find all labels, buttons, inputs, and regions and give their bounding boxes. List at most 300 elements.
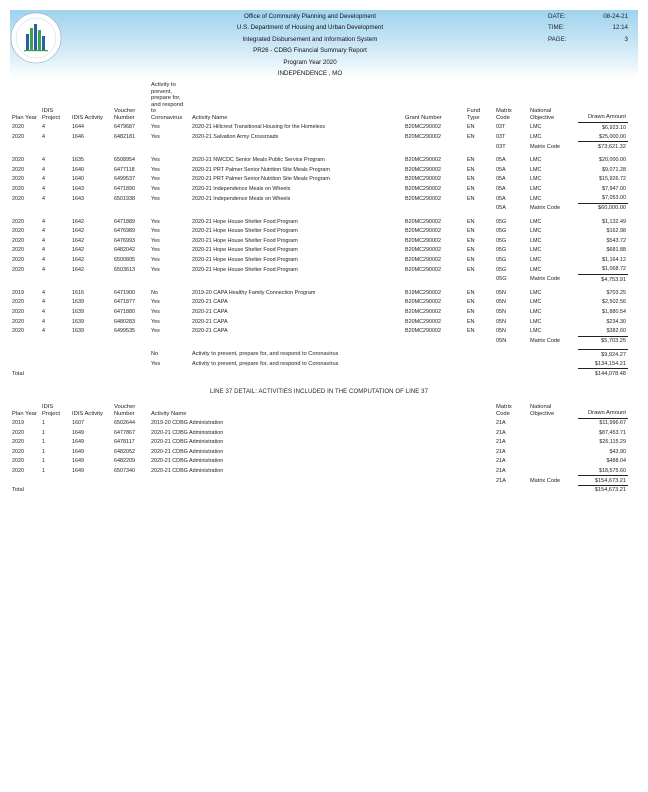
empty-cell — [10, 336, 40, 346]
national-objective: LMC — [530, 299, 542, 306]
empty-cell — [112, 369, 149, 379]
matrix-code: 05N — [496, 289, 506, 296]
empty-cell — [403, 142, 465, 152]
drawn-amount: $382.60 — [606, 327, 626, 334]
table-row — [10, 155, 628, 165]
plan-year: 2020 — [12, 166, 24, 173]
drawn-amount: $20,000.00 — [599, 157, 626, 164]
empty-cell — [149, 274, 190, 284]
national-objective: LMC — [530, 124, 542, 131]
matrix-code: 05G — [496, 257, 507, 264]
plan-year: 2020 — [12, 328, 24, 335]
empty-cell — [40, 485, 70, 495]
plan-year: 2020 — [12, 195, 24, 202]
drawn-amount: $87,453.71 — [599, 429, 626, 436]
idis-project: 4 — [42, 328, 45, 335]
col-drawn-amount: Drawn Amount — [578, 404, 628, 418]
program-year-line: Program Year 2020 — [283, 58, 337, 66]
subtotal-amount: $154,673.21 — [578, 476, 628, 486]
col-grant-number: Grant Number — [405, 114, 442, 121]
matrix-code: 03T — [496, 133, 506, 140]
coronavirus-flag: No — [151, 351, 159, 358]
empty-cell — [465, 142, 494, 152]
fund-type: EN — [467, 257, 475, 264]
idis-project: 4 — [42, 289, 45, 296]
coronavirus-flag: Yes — [151, 266, 160, 273]
col-idis-project: IDIS Project — [42, 108, 61, 121]
national-objective — [528, 437, 578, 447]
national-objective: LMC — [530, 289, 542, 296]
matrix-code: 05A — [496, 166, 506, 173]
table-row — [10, 298, 628, 308]
plan-year: 2020 — [12, 439, 24, 446]
drawn-amount: $2,502.56 — [602, 299, 626, 306]
empty-cell — [403, 203, 465, 213]
col-idis-activity: IDIS Activity — [72, 410, 103, 417]
col-matrix-code: Matrix Code — [496, 404, 512, 417]
table-row — [10, 184, 628, 194]
activity-name: 2020-21 PRT Palmer Senior Nutrition Site Meals Program — [192, 176, 330, 183]
drawn-amount: $234.30 — [606, 318, 626, 325]
matrix-code: 05A — [496, 195, 506, 202]
national-objective: LMC — [530, 247, 542, 254]
empty-cell — [465, 274, 494, 284]
fund-type: EN — [467, 309, 475, 316]
empty-cell — [10, 476, 40, 486]
idis-project: 1 — [42, 467, 45, 474]
plan-year: 2020 — [12, 185, 24, 192]
voucher-number: 6477867 — [114, 429, 135, 436]
grant-number: B20MC290002 — [405, 218, 441, 225]
fund-type: EN — [467, 328, 475, 335]
table-row — [10, 265, 628, 275]
coronavirus-summary-amount: $134,154.21 — [594, 360, 626, 367]
matrix-code: 05A — [496, 176, 506, 183]
fund-type: EN — [467, 218, 475, 225]
table-row — [10, 255, 628, 265]
empty-cell — [10, 359, 40, 369]
drawn-amount: $543.72 — [606, 237, 626, 244]
drawn-amount: $26,115.29 — [599, 439, 626, 446]
voucher-number: 6471890 — [114, 185, 135, 192]
national-objective: LMC — [530, 166, 542, 173]
subtotal-matrix-code: 05G — [496, 276, 507, 283]
idis-activity: 1649 — [72, 458, 84, 465]
subtotal-label: Matrix Code — [530, 477, 561, 484]
empty-cell — [112, 142, 149, 152]
voucher-number: 6499537 — [114, 176, 135, 183]
idis-project: 4 — [42, 309, 45, 316]
system-line: Integrated Disbursement and Information System — [242, 35, 378, 43]
table-row — [10, 217, 628, 227]
coronavirus-summary-label: Activity to prevent, prepare for, and respond to Coronavirus — [192, 361, 339, 368]
drawn-amount: $1,068.72 — [602, 266, 626, 273]
col-national-objective: National Objective — [530, 404, 555, 417]
drawn-amount: $7,947.00 — [602, 185, 626, 192]
empty-cell — [40, 203, 70, 213]
voucher-number: 6500805 — [114, 257, 135, 264]
matrix-code: 05N — [496, 328, 506, 335]
voucher-number: 6480283 — [114, 318, 135, 325]
idis-activity: 1649 — [72, 467, 84, 474]
empty-cell — [494, 485, 528, 495]
drawn-amount: $11,996.67 — [599, 420, 626, 427]
coronavirus-summary-amount: $9,924.27 — [578, 350, 628, 360]
line-37-detail-table — [10, 404, 628, 495]
table-row — [10, 466, 628, 476]
total-label: Total — [12, 487, 24, 494]
grant-number: B20MC290002 — [405, 266, 441, 273]
voucher-number: 6499535 — [114, 328, 135, 335]
report-meta — [548, 11, 628, 45]
empty-cell — [403, 274, 465, 284]
subtotal-label: Matrix Code — [530, 143, 561, 150]
coronavirus-flag: Yes — [151, 257, 160, 264]
coronavirus-flag: Yes — [151, 185, 160, 192]
subtotal-matrix-code: 21A — [496, 477, 506, 484]
fund-type: EN — [467, 247, 475, 254]
idis-project: 4 — [42, 185, 45, 192]
drawn-amount: $681.88 — [606, 247, 626, 254]
national-objective: LMC — [530, 228, 542, 235]
voucher-number: 6508954 — [114, 157, 135, 164]
coronavirus-flag: Yes — [151, 166, 160, 173]
coronavirus-flag: Yes — [151, 218, 160, 225]
national-objective — [528, 418, 578, 428]
empty-cell — [40, 336, 70, 346]
voucher-number: 6476989 — [114, 228, 135, 235]
fund-type: EN — [467, 124, 475, 131]
empty-cell — [112, 350, 149, 360]
col-idis-project: IDIS Project — [42, 404, 61, 417]
col-activity-name: Activity Name — [192, 114, 228, 121]
fund-type: EN — [467, 237, 475, 244]
activity-name: 2020-21 CDBG Administration — [151, 448, 224, 455]
table-row — [10, 418, 628, 428]
empty-cell — [40, 369, 70, 379]
idis-activity: 1639 — [72, 318, 84, 325]
idis-activity: 1639 — [72, 328, 84, 335]
subtotal-amount: $73,621.32 — [578, 142, 628, 152]
empty-cell — [40, 350, 70, 360]
table-row — [10, 246, 628, 256]
total-label: Total — [12, 370, 24, 377]
empty-cell — [149, 142, 190, 152]
idis-project: 4 — [42, 237, 45, 244]
voucher-number: 6471900 — [114, 289, 135, 296]
idis-project: 1 — [42, 419, 45, 426]
line-37-section-title: LINE 37 DETAIL: ACTIVITIES INCLUDED IN THE COMPUTATION OF LINE 37 — [209, 389, 429, 395]
coronavirus-flag: Yes — [151, 318, 160, 325]
national-objective — [528, 428, 578, 438]
empty-cell — [10, 203, 40, 213]
line-27-detail-table — [10, 82, 628, 378]
national-objective — [528, 457, 578, 467]
drawn-amount: $7,053.00 — [602, 195, 626, 202]
grant-number: B20MC290002 — [405, 195, 441, 202]
empty-cell — [70, 476, 112, 486]
matrix-code: 05N — [496, 309, 506, 316]
col-activity-name: Activity Name — [151, 410, 187, 417]
subtotal-amount: $5,703.25 — [578, 336, 628, 346]
coronavirus-flag: Yes — [151, 228, 160, 235]
coronavirus-flag: Yes — [151, 133, 160, 140]
plan-year: 2020 — [12, 299, 24, 306]
idis-activity: 1640 — [72, 176, 84, 183]
national-objective: LMC — [530, 195, 542, 202]
matrix-code-subtotal-row — [10, 274, 628, 284]
empty-cell — [465, 336, 494, 346]
fund-type: EN — [467, 318, 475, 325]
time-label: TIME: — [548, 24, 565, 32]
activity-name: 2020-21 Hope House Shelter Food Program — [192, 257, 298, 264]
table-row — [10, 236, 628, 246]
col-plan-year: Plan Year — [12, 410, 37, 417]
coronavirus-flag: Yes — [151, 237, 160, 244]
voucher-number: 6482181 — [114, 133, 135, 140]
fund-type: EN — [467, 228, 475, 235]
activity-name: 2020-21 Independence Meals on Wheels — [192, 195, 291, 202]
drawn-amount: $18,575.60 — [599, 467, 626, 474]
empty-cell — [190, 142, 403, 152]
empty-cell — [403, 336, 465, 346]
matrix-code: 05N — [496, 318, 506, 325]
activity-name: 2020-21 Salvation Army Crossroads — [192, 133, 279, 140]
idis-project: 4 — [42, 247, 45, 254]
voucher-number: 6471889 — [114, 218, 135, 225]
idis-activity: 1644 — [72, 124, 84, 131]
voucher-number: 6501938 — [114, 195, 135, 202]
drawn-amount: $1,880.54 — [602, 309, 626, 316]
col-coronavirus: Activity to prevent, prepare for, and respond to Coronavirus — [151, 82, 184, 121]
grant-number: B20MC290002 — [405, 133, 441, 140]
empty-cell — [190, 336, 403, 346]
plan-year: 2020 — [12, 429, 24, 436]
plan-year: 2020 — [12, 257, 24, 264]
activity-name: 2020-21 CAPA — [192, 318, 228, 325]
activity-name: 2020-21 CDBG Administration — [151, 458, 224, 465]
matrix-code-subtotal-row — [10, 203, 628, 213]
empty-cell — [528, 485, 578, 495]
idis-activity: 1639 — [72, 299, 84, 306]
idis-activity: 1646 — [72, 133, 84, 140]
matrix-code: 21A — [496, 439, 506, 446]
drawn-amount: $1,164.12 — [602, 257, 626, 264]
col-plan-year: Plan Year — [12, 114, 37, 121]
national-objective: LMC — [530, 157, 542, 164]
table-row — [10, 227, 628, 237]
grant-number: B20MC290002 — [405, 237, 441, 244]
drawn-amount: $15,926.72 — [599, 176, 626, 183]
plan-year: 2020 — [12, 228, 24, 235]
idis-activity: 1649 — [72, 429, 84, 436]
coronavirus-summary-label: Activity to prevent, prepare for, and respond to Coronavirus — [192, 351, 339, 358]
grant-number: B20MC290002 — [405, 247, 441, 254]
idis-project: 1 — [42, 448, 45, 455]
grantee-line: INDEPENDENCE , MO — [277, 70, 343, 78]
coronavirus-flag: Yes — [151, 309, 160, 316]
plan-year: 2020 — [12, 266, 24, 273]
subtotal-amount: $60,000.00 — [578, 203, 628, 213]
activity-name: 2020-21 CAPA — [192, 328, 228, 335]
activity-name: 2020-21 Hope House Shelter Food Program — [192, 218, 298, 225]
coronavirus-flag: Yes — [151, 247, 160, 254]
activity-name: 2020-21 CDBG Administration — [151, 429, 224, 436]
empty-cell — [40, 142, 70, 152]
idis-activity: 1642 — [72, 247, 84, 254]
voucher-number: 6471877 — [114, 299, 135, 306]
col-voucher-number: Voucher Number — [114, 404, 136, 417]
coronavirus-flag: Yes — [151, 176, 160, 183]
empty-cell — [40, 476, 70, 486]
empty-cell — [70, 274, 112, 284]
empty-cell — [10, 274, 40, 284]
national-objective: LMC — [530, 328, 542, 335]
plan-year: 2020 — [12, 157, 24, 164]
plan-year: 2020 — [12, 133, 24, 140]
idis-activity: 1642 — [72, 237, 84, 244]
table-row — [10, 447, 628, 457]
grant-number: B20MC290002 — [405, 157, 441, 164]
table-row — [10, 132, 628, 142]
national-objective: LMC — [530, 218, 542, 225]
activity-name: 2020-21 PRT Palmer Senior Nutrition Site Meals Program — [192, 166, 330, 173]
empty-cell — [403, 369, 465, 379]
agency-office-line: Office of Community Planning and Development — [244, 13, 376, 20]
grant-number: B20MC290002 — [405, 309, 441, 316]
empty-cell — [149, 336, 190, 346]
plan-year: 2020 — [12, 124, 24, 131]
table-row — [10, 457, 628, 467]
coronavirus-flag: Yes — [151, 157, 160, 164]
grant-number: B20MC290002 — [405, 185, 441, 192]
table-row — [10, 175, 628, 185]
col-voucher-number: Voucher Number — [114, 108, 136, 121]
grant-number: B20MC290002 — [405, 166, 441, 173]
plan-year: 2019 — [12, 289, 24, 296]
table-row — [10, 326, 628, 336]
table-row — [10, 194, 628, 204]
empty-cell — [40, 274, 70, 284]
matrix-code: 21A — [496, 458, 506, 465]
plan-year: 2019 — [12, 419, 24, 426]
matrix-code: 05G — [496, 266, 507, 273]
idis-project: 4 — [42, 218, 45, 225]
activity-name: 2020-21 CDBG Administration — [151, 467, 224, 474]
empty-cell — [10, 350, 40, 360]
empty-cell — [465, 369, 494, 379]
voucher-number: 6507340 — [114, 467, 135, 474]
idis-activity: 1642 — [72, 218, 84, 225]
empty-cell — [70, 203, 112, 213]
plan-year: 2020 — [12, 237, 24, 244]
national-objective: LMC — [530, 318, 542, 325]
idis-activity: 1607 — [72, 419, 84, 426]
voucher-number: 6502644 — [114, 419, 135, 426]
idis-project: 4 — [42, 157, 45, 164]
empty-cell — [70, 485, 112, 495]
idis-project: 4 — [42, 124, 45, 131]
voucher-number: 6478117 — [114, 439, 135, 446]
voucher-number: 6471880 — [114, 309, 135, 316]
voucher-number: 6477118 — [114, 166, 135, 173]
idis-project: 4 — [42, 133, 45, 140]
empty-cell — [112, 336, 149, 346]
empty-cell — [190, 369, 403, 379]
national-objective — [528, 447, 578, 457]
matrix-code: 05N — [496, 299, 506, 306]
activity-name: 2020-21 Hope House Shelter Food Program — [192, 266, 298, 273]
plan-year: 2020 — [12, 247, 24, 254]
national-objective — [528, 466, 578, 476]
empty-cell — [528, 369, 578, 379]
table-row — [10, 288, 628, 298]
coronavirus-flag: Yes — [151, 328, 160, 335]
idis-activity: 1649 — [72, 448, 84, 455]
drawn-amount: $1,132.49 — [602, 218, 626, 225]
empty-cell — [112, 203, 149, 213]
idis-project: 4 — [42, 166, 45, 173]
national-objective: LMC — [530, 133, 542, 140]
table-row — [10, 437, 628, 447]
plan-year: 2020 — [12, 176, 24, 183]
grant-number: B20MC290002 — [405, 328, 441, 335]
empty-cell — [149, 485, 494, 495]
matrix-code: 05G — [496, 218, 507, 225]
col-national-objective: National Objective — [530, 108, 555, 121]
activity-name: 2020-21 Hope House Shelter Food Program — [192, 237, 298, 244]
table-row — [10, 307, 628, 317]
idis-project: 1 — [42, 439, 45, 446]
col-idis-activity: IDIS Activity — [72, 114, 103, 121]
idis-project: 4 — [42, 176, 45, 183]
national-objective: LMC — [530, 237, 542, 244]
time-value: 12:14 — [612, 24, 628, 32]
activity-name: 2020-21 Independence Meals on Wheels — [192, 185, 291, 192]
total-row — [10, 485, 628, 495]
matrix-code-subtotal-row — [10, 142, 628, 152]
report-title-block — [170, 11, 450, 79]
idis-activity: 1643 — [72, 195, 84, 202]
fund-type: EN — [467, 185, 475, 192]
idis-project: 4 — [42, 195, 45, 202]
empty-cell — [112, 476, 149, 486]
fund-type: EN — [467, 299, 475, 306]
date-value: 08-24-21 — [603, 13, 628, 20]
idis-project: 4 — [42, 257, 45, 264]
grant-number: B20MC290002 — [405, 257, 441, 264]
voucher-number: 6479687 — [114, 124, 135, 131]
activity-name: 2019-20 CAPA Healthy Family Connection Program — [192, 289, 316, 296]
idis-activity: 1635 — [72, 157, 84, 164]
activity-name: 2020-21 Hillcrest Transitional Housing for the Homeless — [192, 124, 326, 131]
drawn-amount: $703.25 — [606, 289, 626, 296]
subtotal-matrix-code: 03T — [496, 143, 506, 150]
activity-name: 2020-21 NWCDC Senior Meals Public Service Program — [192, 157, 325, 164]
empty-cell — [70, 336, 112, 346]
coronavirus-summary-row — [10, 350, 628, 360]
page-label: PAGE: — [548, 35, 567, 43]
activity-name: 2020-21 CAPA — [192, 309, 228, 316]
table-row — [10, 317, 628, 327]
empty-cell — [149, 203, 190, 213]
total-amount: $154,673.21 — [578, 485, 628, 495]
subtotal-label: Matrix Code — [530, 337, 561, 344]
empty-cell — [70, 359, 112, 369]
plan-year: 2020 — [12, 218, 24, 225]
total-amount: $144,078.48 — [578, 369, 628, 379]
grant-number: B20MC290002 — [405, 318, 441, 325]
